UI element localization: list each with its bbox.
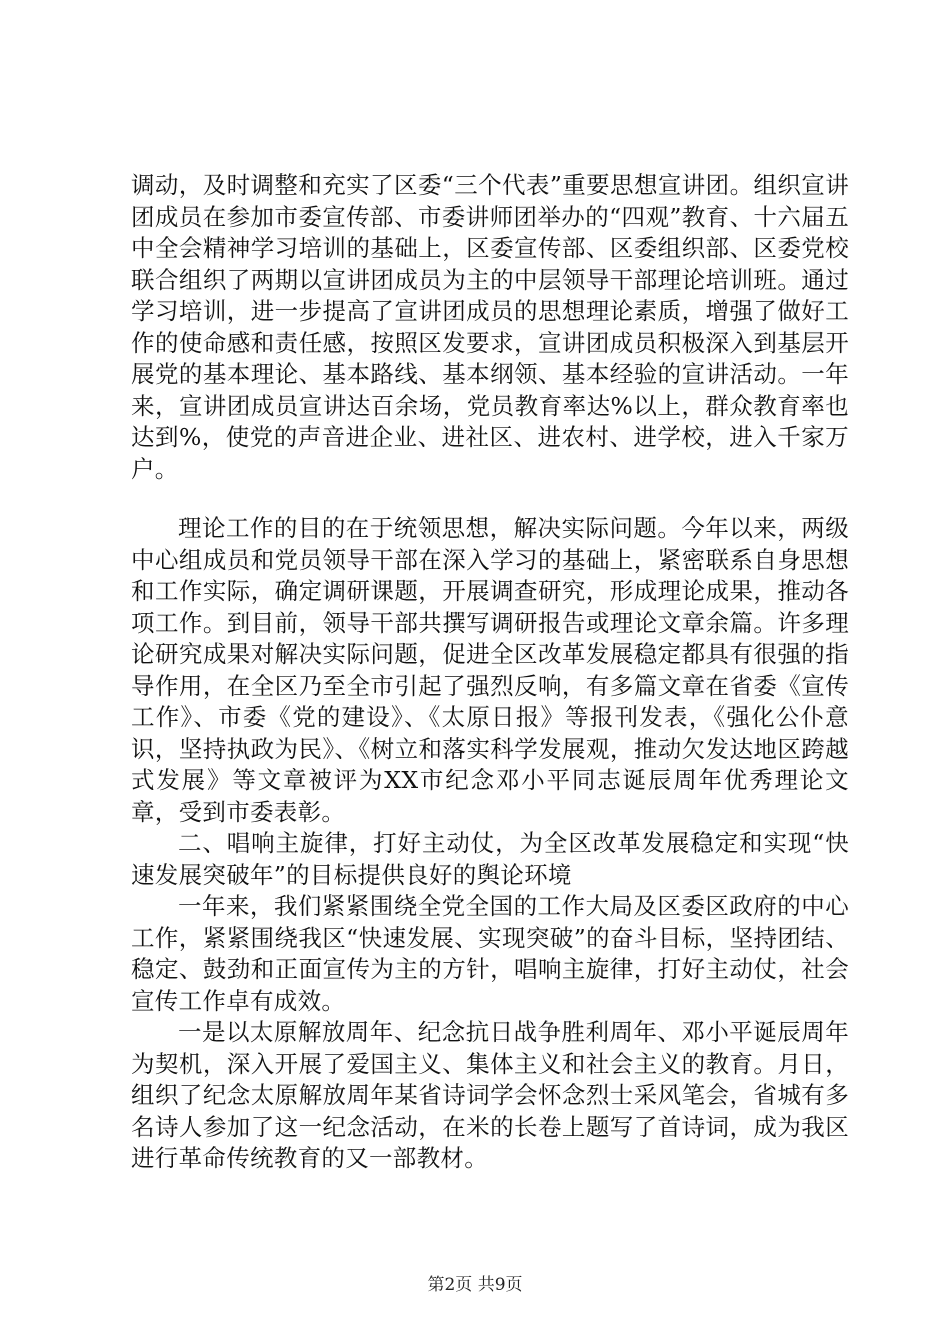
paragraph-gap [131, 485, 849, 513]
section-heading-main-theme: 二、唱响主旋律，打好主动仗，为全区改革发展稳定和实现“快速发展突破年”的目标提供良好的舆论环境 [131, 829, 849, 889]
paragraph-speech-team: 调动，及时调整和充实了区委“三个代表”重要思想宣讲团。组织宣讲团成员在参加市委宣传部、市委讲师团举办的“四观”教育、十六届五中全会精神学习培训的基础上，区委宣传部、区委组织部、区委党校联合组织了两期以宣讲团成员为主的中层领导干部理论培训班。通过学习培训，进一步提高了宣讲团成员的思想理论素质，增强了做好工作的使命感和责任感，按照区发要求，宣讲团成员积极深入到基层开展党的基本理论、基本路线、基本纲领、基本经验的宣讲活动。一年来，宣讲团成员宣讲达百余场，党员教育率达%以上，群众教育率也达到%，使党的声音进企业、进社区、进农村、进学校，进入千家万户。 [131, 171, 849, 483]
document-body [131, 170, 849, 1175]
paragraph-theory-work: 理论工作的目的在于统领思想，解决实际问题。今年以来，两级中心组成员和党员领导干部在深入学习的基础上，紧密联系自身思想和工作实际，确定调研课题，开展调查研究，形成理论成果，推动各项工作。到目前，领导干部共撰写调研报告或理论文章余篇。许多理论研究成果对解决实际问题，促进全区改革发展稳定都具有很强的指导作用，在全区乃至全市引起了强烈反响，有多篇文章在省委《宣传工作》、市委《党的建设》、《太原日报》等报刊发表，《强化公仆意识，坚持执政为民》、《树立和落实科学发展观，推动欠发达地区跨越式发展》等文章被评为XX市纪念邓小平同志诞辰周年优秀理论文章，受到市委表彰。 [131, 514, 849, 826]
page-number-footer: 第2页 共9页 [427, 1275, 523, 1295]
paragraph-patriotic-education: 一是以太原解放周年、纪念抗日战争胜利周年、邓小平诞辰周年为契机，深入开展了爱国主义、集体主义和社会主义的教育。月日，组织了纪念太原解放周年某省诗词学会怀念烈士采风笔会，省城有多名诗人参加了这一纪念活动，在米的长卷上题写了首诗词，成为我区进行革命传统教育的又一部教材。 [131, 1018, 849, 1172]
paragraph-year-review: 一年来，我们紧紧围绕全党全国的工作大局及区委区政府的中心工作，紧紧围绕我区“快速发展、实现突破”的奋斗目标，坚持团结、稳定、鼓劲和正面宣传为主的方针，唱响主旋律，打好主动仗，社会宣传工作卓有成效。 [131, 892, 849, 1015]
